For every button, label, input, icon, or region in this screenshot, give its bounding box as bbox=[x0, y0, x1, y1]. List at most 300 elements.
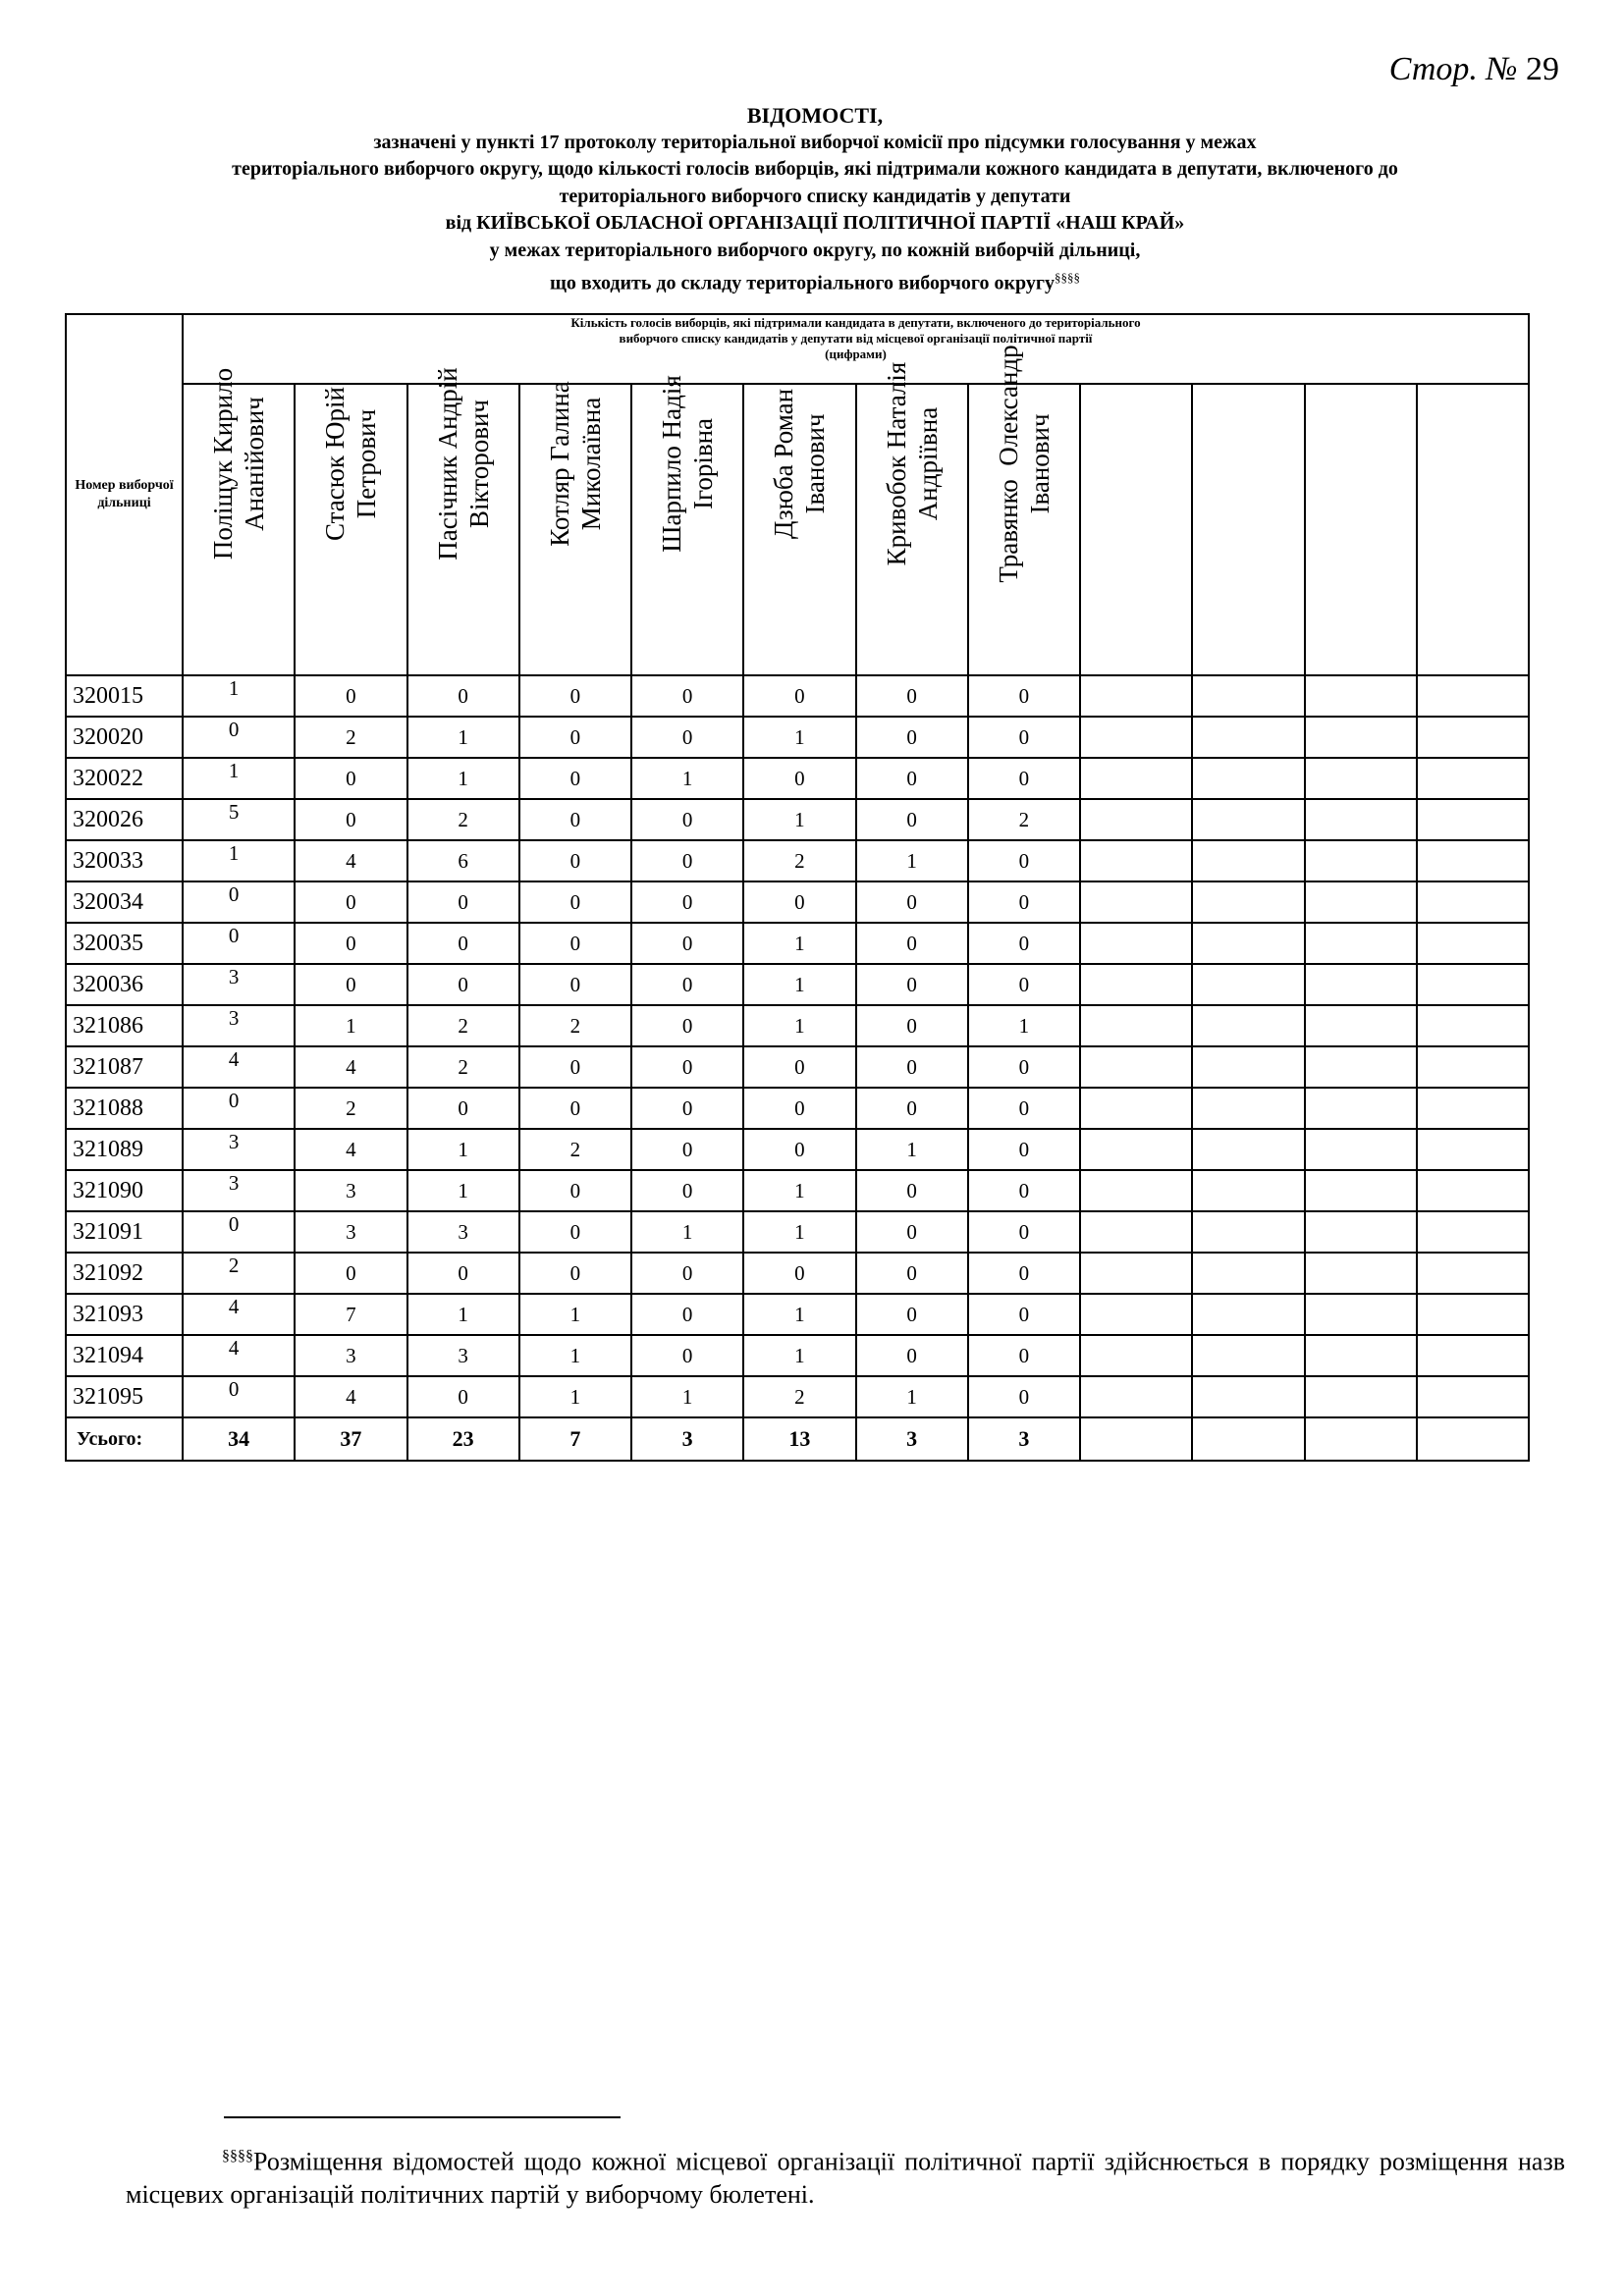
empty-cell bbox=[1417, 1294, 1529, 1335]
empty-cell bbox=[1417, 1170, 1529, 1211]
vote-count-cell: 2 bbox=[968, 799, 1080, 840]
vote-count-cell: 0 bbox=[295, 1253, 406, 1294]
table-row bbox=[66, 675, 1529, 717]
vote-count-cell: 4 bbox=[295, 1046, 406, 1088]
vote-count-cell: 0 bbox=[295, 964, 406, 1005]
station-number-cell: 321094 bbox=[66, 1335, 183, 1376]
table-row bbox=[66, 881, 1529, 923]
vote-count-cell: 1 bbox=[183, 758, 295, 799]
vote-count-cell: 0 bbox=[631, 1170, 743, 1211]
candidate-name: Шарпило Надія Ігорівна bbox=[657, 375, 719, 553]
empty-candidate-header bbox=[1305, 384, 1417, 675]
empty-cell bbox=[1192, 1335, 1304, 1376]
vote-count-cell: 2 bbox=[519, 1129, 631, 1170]
vote-count-cell: 1 bbox=[519, 1335, 631, 1376]
document-heading bbox=[128, 102, 1502, 297]
vote-count-cell: 0 bbox=[519, 758, 631, 799]
vote-count-cell: 0 bbox=[968, 881, 1080, 923]
empty-cell bbox=[1417, 1253, 1529, 1294]
group-header-line-1: Кількість голосів виборців, які підтримали кандидата в депутати, включеного до територіального bbox=[570, 315, 1141, 330]
vote-count-cell: 1 bbox=[407, 1129, 519, 1170]
empty-cell bbox=[1305, 717, 1417, 758]
vote-count-cell: 0 bbox=[631, 1088, 743, 1129]
vote-count-cell: 1 bbox=[407, 717, 519, 758]
empty-cell bbox=[1192, 1088, 1304, 1129]
empty-cell bbox=[1080, 758, 1192, 799]
empty-cell bbox=[1417, 758, 1529, 799]
empty-cell bbox=[1080, 1129, 1192, 1170]
vote-count-cell: 0 bbox=[519, 964, 631, 1005]
empty-cell bbox=[1417, 1211, 1529, 1253]
vote-count-cell: 0 bbox=[295, 799, 406, 840]
vote-count-cell: 0 bbox=[968, 1211, 1080, 1253]
candidate-name: Кривобок Наталія Андріївна bbox=[881, 361, 943, 566]
vote-count-cell: 0 bbox=[183, 1088, 295, 1129]
station-number-cell: 321093 bbox=[66, 1294, 183, 1335]
vote-count-cell: 4 bbox=[295, 1376, 406, 1417]
vote-count-cell: 1 bbox=[743, 1211, 855, 1253]
vote-count-cell: 0 bbox=[519, 1253, 631, 1294]
vote-count-cell: 0 bbox=[295, 758, 406, 799]
vote-count-cell: 4 bbox=[183, 1294, 295, 1335]
vote-count-cell: 0 bbox=[743, 1129, 855, 1170]
table-row bbox=[66, 717, 1529, 758]
vote-count-cell: 6 bbox=[407, 840, 519, 881]
vote-count-cell: 0 bbox=[856, 1088, 968, 1129]
vote-count-cell: 0 bbox=[856, 1005, 968, 1046]
vote-count-cell: 0 bbox=[856, 1170, 968, 1211]
table-row bbox=[66, 1253, 1529, 1294]
empty-cell bbox=[1080, 964, 1192, 1005]
vote-count-cell: 0 bbox=[968, 1088, 1080, 1129]
empty-cell bbox=[1080, 840, 1192, 881]
empty-cell bbox=[1192, 675, 1304, 717]
document-title: ВІДОМОСТІ, bbox=[746, 103, 884, 128]
vote-count-cell: 0 bbox=[968, 675, 1080, 717]
vote-count-cell: 0 bbox=[743, 1253, 855, 1294]
vote-count-cell: 2 bbox=[295, 717, 406, 758]
empty-cell bbox=[1192, 1376, 1304, 1417]
page-number-value: 29 bbox=[1526, 51, 1559, 87]
heading-line-6-text: що входить до складу територіального виборчого округу bbox=[550, 272, 1055, 294]
vote-count-cell: 0 bbox=[968, 964, 1080, 1005]
candidate-header bbox=[407, 367, 519, 675]
table-row bbox=[66, 1211, 1529, 1253]
empty-cell bbox=[1417, 964, 1529, 1005]
vote-count-cell: 0 bbox=[856, 1335, 968, 1376]
station-number-cell: 320022 bbox=[66, 758, 183, 799]
empty-cell bbox=[1192, 840, 1304, 881]
table-row bbox=[66, 1335, 1529, 1376]
vote-count-cell: 0 bbox=[631, 1294, 743, 1335]
vote-count-cell: 0 bbox=[968, 923, 1080, 964]
vote-count-cell: 0 bbox=[968, 717, 1080, 758]
station-number-cell: 320015 bbox=[66, 675, 183, 717]
totals-row bbox=[66, 1417, 1529, 1461]
heading-line-3: територіального виборчого списку кандидатів у депутати bbox=[559, 185, 1071, 207]
empty-cell bbox=[1305, 799, 1417, 840]
candidate-name: Пасічник Андрій Вікторович bbox=[432, 367, 494, 561]
candidate-header bbox=[856, 361, 968, 675]
empty-cell bbox=[1192, 1129, 1304, 1170]
vote-count-cell: 0 bbox=[407, 675, 519, 717]
heading-line-2: територіального виборчого округу, щодо кількості голосів виборців, які підтримали кожного кандидата в депутати, включеного до bbox=[232, 158, 1398, 180]
vote-count-cell: 0 bbox=[743, 675, 855, 717]
vote-count-cell: 0 bbox=[968, 1170, 1080, 1211]
vote-count-cell: 0 bbox=[631, 1005, 743, 1046]
empty-cell bbox=[1305, 1376, 1417, 1417]
empty-cell bbox=[1305, 1211, 1417, 1253]
total-count-cell: 23 bbox=[407, 1417, 519, 1461]
vote-count-cell: 0 bbox=[631, 675, 743, 717]
empty-cell bbox=[1080, 717, 1192, 758]
vote-count-cell: 1 bbox=[743, 1335, 855, 1376]
empty-cell bbox=[1192, 758, 1304, 799]
heading-line-5: у межах територіального виборчого округу, по кожній виборчій дільниці, bbox=[489, 239, 1141, 261]
empty-candidate-header bbox=[1417, 384, 1529, 675]
empty-cell bbox=[1080, 881, 1192, 923]
table-row bbox=[66, 799, 1529, 840]
vote-count-cell: 0 bbox=[856, 1046, 968, 1088]
votes-table-body bbox=[66, 675, 1529, 1461]
empty-candidate-header bbox=[1192, 384, 1304, 675]
station-number-cell: 320026 bbox=[66, 799, 183, 840]
vote-count-cell: 0 bbox=[743, 1088, 855, 1129]
vote-count-cell: 4 bbox=[295, 1129, 406, 1170]
candidate-header bbox=[183, 367, 295, 675]
vote-count-cell: 1 bbox=[519, 1376, 631, 1417]
empty-cell bbox=[1305, 758, 1417, 799]
empty-cell bbox=[1305, 675, 1417, 717]
vote-count-cell: 0 bbox=[631, 717, 743, 758]
total-count-cell: 34 bbox=[183, 1417, 295, 1461]
vote-count-cell: 0 bbox=[743, 1046, 855, 1088]
vote-count-cell: 0 bbox=[183, 923, 295, 964]
vote-count-cell: 0 bbox=[631, 1335, 743, 1376]
vote-count-cell: 1 bbox=[631, 1376, 743, 1417]
vote-count-cell: 2 bbox=[183, 1253, 295, 1294]
vote-count-cell: 0 bbox=[295, 923, 406, 964]
vote-count-cell: 1 bbox=[407, 758, 519, 799]
vote-count-cell: 7 bbox=[295, 1294, 406, 1335]
vote-count-cell: 3 bbox=[183, 1005, 295, 1046]
candidate-header bbox=[968, 345, 1080, 675]
vote-count-cell: 0 bbox=[407, 1088, 519, 1129]
vote-count-cell: 0 bbox=[856, 1253, 968, 1294]
candidate-name: Поліщук Кирило Ананійович bbox=[208, 367, 270, 561]
vote-count-cell: 0 bbox=[631, 799, 743, 840]
empty-cell bbox=[1417, 840, 1529, 881]
heading-line-4: від КИЇВСЬКОЇ ОБЛАСНОЇ ОРГАНІЗАЦІЇ ПОЛІТИЧНОЇ ПАРТІЇ «НАШ КРАЙ» bbox=[445, 212, 1185, 234]
empty-cell bbox=[1305, 1417, 1417, 1461]
empty-cell bbox=[1080, 1253, 1192, 1294]
station-number-cell: 321087 bbox=[66, 1046, 183, 1088]
empty-cell bbox=[1080, 1335, 1192, 1376]
empty-cell bbox=[1417, 1088, 1529, 1129]
vote-count-cell: 1 bbox=[631, 1211, 743, 1253]
empty-cell bbox=[1192, 1253, 1304, 1294]
empty-cell bbox=[1305, 1129, 1417, 1170]
empty-cell bbox=[1417, 881, 1529, 923]
vote-count-cell: 4 bbox=[295, 840, 406, 881]
vote-count-cell: 0 bbox=[407, 1253, 519, 1294]
station-number-cell: 320035 bbox=[66, 923, 183, 964]
vote-count-cell: 0 bbox=[856, 923, 968, 964]
vote-count-cell: 1 bbox=[743, 923, 855, 964]
vote-count-cell: 2 bbox=[743, 1376, 855, 1417]
empty-cell bbox=[1080, 1211, 1192, 1253]
vote-count-cell: 0 bbox=[968, 1046, 1080, 1088]
vote-count-cell: 1 bbox=[519, 1294, 631, 1335]
vote-count-cell: 1 bbox=[968, 1005, 1080, 1046]
vote-count-cell: 2 bbox=[407, 1046, 519, 1088]
empty-cell bbox=[1080, 1005, 1192, 1046]
empty-cell bbox=[1305, 964, 1417, 1005]
vote-count-cell: 1 bbox=[743, 799, 855, 840]
vote-count-cell: 0 bbox=[631, 1253, 743, 1294]
vote-count-cell: 0 bbox=[519, 717, 631, 758]
footnote-mark: §§§§ bbox=[222, 2148, 253, 2164]
vote-count-cell: 1 bbox=[743, 1005, 855, 1046]
vote-count-cell: 0 bbox=[856, 881, 968, 923]
votes-table bbox=[65, 313, 1530, 1462]
table-row bbox=[66, 923, 1529, 964]
total-count-cell: 37 bbox=[295, 1417, 406, 1461]
empty-cell bbox=[1192, 799, 1304, 840]
vote-count-cell: 2 bbox=[407, 1005, 519, 1046]
empty-cell bbox=[1417, 1376, 1529, 1417]
vote-count-cell: 0 bbox=[519, 1088, 631, 1129]
candidate-header bbox=[631, 375, 743, 675]
empty-cell bbox=[1305, 1170, 1417, 1211]
vote-count-cell: 2 bbox=[407, 799, 519, 840]
vote-count-cell: 4 bbox=[183, 1335, 295, 1376]
vote-count-cell: 0 bbox=[519, 1211, 631, 1253]
station-number-cell: 321089 bbox=[66, 1129, 183, 1170]
heading-line-1: зазначені у пункті 17 протоколу територіальної виборчої комісії про підсумки голосування у межах bbox=[373, 131, 1257, 153]
vote-count-cell: 1 bbox=[407, 1170, 519, 1211]
empty-cell bbox=[1305, 1005, 1417, 1046]
vote-count-cell: 0 bbox=[631, 923, 743, 964]
vote-count-cell: 0 bbox=[631, 1129, 743, 1170]
empty-cell bbox=[1080, 799, 1192, 840]
vote-count-cell: 0 bbox=[519, 881, 631, 923]
votes-group-header bbox=[183, 314, 1529, 384]
vote-count-cell: 0 bbox=[856, 799, 968, 840]
empty-cell bbox=[1305, 1046, 1417, 1088]
vote-count-cell: 0 bbox=[743, 881, 855, 923]
footnote-text: Розміщення відомостей щодо кожної місцевої організації політичної партії здійснюється в порядку розміщення назв місцевих організацій політичних партій у виборчому бюлетені. bbox=[126, 2147, 1565, 2209]
vote-count-cell: 0 bbox=[183, 1376, 295, 1417]
empty-cell bbox=[1417, 675, 1529, 717]
empty-cell bbox=[1080, 1046, 1192, 1088]
vote-count-cell: 1 bbox=[407, 1294, 519, 1335]
empty-cell bbox=[1080, 923, 1192, 964]
table-row bbox=[66, 1376, 1529, 1417]
vote-count-cell: 0 bbox=[519, 1046, 631, 1088]
vote-count-cell: 1 bbox=[856, 840, 968, 881]
vote-count-cell: 2 bbox=[743, 840, 855, 881]
station-number-cell: 321090 bbox=[66, 1170, 183, 1211]
empty-cell bbox=[1080, 1417, 1192, 1461]
empty-cell bbox=[1080, 1294, 1192, 1335]
vote-count-cell: 0 bbox=[968, 1376, 1080, 1417]
vote-count-cell: 0 bbox=[856, 1294, 968, 1335]
station-number-cell: 321088 bbox=[66, 1088, 183, 1129]
vote-count-cell: 1 bbox=[295, 1005, 406, 1046]
vote-count-cell: 0 bbox=[295, 881, 406, 923]
station-number-cell: 320034 bbox=[66, 881, 183, 923]
empty-cell bbox=[1080, 1088, 1192, 1129]
table-row bbox=[66, 840, 1529, 881]
vote-count-cell: 1 bbox=[856, 1376, 968, 1417]
empty-cell bbox=[1192, 964, 1304, 1005]
vote-count-cell: 0 bbox=[631, 840, 743, 881]
vote-count-cell: 3 bbox=[295, 1170, 406, 1211]
empty-candidate-header bbox=[1080, 384, 1192, 675]
empty-cell bbox=[1417, 923, 1529, 964]
heading-line-6 bbox=[128, 264, 1502, 297]
candidate-name: Травянко Олександр Іванович bbox=[993, 345, 1055, 583]
vote-count-cell: 0 bbox=[407, 1376, 519, 1417]
empty-cell bbox=[1417, 1335, 1529, 1376]
station-column-header: Номер виборчої дільниці bbox=[66, 314, 183, 675]
station-number-cell: 320036 bbox=[66, 964, 183, 1005]
vote-count-cell: 1 bbox=[183, 840, 295, 881]
empty-cell bbox=[1080, 1170, 1192, 1211]
vote-count-cell: 3 bbox=[295, 1335, 406, 1376]
vote-count-cell: 1 bbox=[743, 964, 855, 1005]
vote-count-cell: 0 bbox=[519, 923, 631, 964]
vote-count-cell: 0 bbox=[856, 717, 968, 758]
table-row bbox=[66, 1046, 1529, 1088]
table-row bbox=[66, 758, 1529, 799]
vote-count-cell: 1 bbox=[743, 1294, 855, 1335]
table-row bbox=[66, 1005, 1529, 1046]
total-count-cell: 3 bbox=[631, 1417, 743, 1461]
station-number-cell: 320033 bbox=[66, 840, 183, 881]
vote-count-cell: 0 bbox=[968, 1335, 1080, 1376]
vote-count-cell: 0 bbox=[407, 881, 519, 923]
empty-cell bbox=[1192, 1005, 1304, 1046]
empty-cell bbox=[1192, 1046, 1304, 1088]
station-number-cell: 321095 bbox=[66, 1376, 183, 1417]
empty-cell bbox=[1305, 1335, 1417, 1376]
total-count-cell: 7 bbox=[519, 1417, 631, 1461]
vote-count-cell: 0 bbox=[519, 675, 631, 717]
vote-count-cell: 0 bbox=[631, 964, 743, 1005]
vote-count-cell: 1 bbox=[856, 1129, 968, 1170]
vote-count-cell: 0 bbox=[183, 1211, 295, 1253]
candidate-header-row bbox=[66, 384, 1529, 675]
vote-count-cell: 0 bbox=[295, 675, 406, 717]
table-row bbox=[66, 1088, 1529, 1129]
vote-count-cell: 2 bbox=[295, 1088, 406, 1129]
table-row bbox=[66, 1294, 1529, 1335]
vote-count-cell: 3 bbox=[407, 1335, 519, 1376]
vote-count-cell: 3 bbox=[407, 1211, 519, 1253]
empty-cell bbox=[1305, 1294, 1417, 1335]
empty-cell bbox=[1417, 799, 1529, 840]
empty-cell bbox=[1305, 923, 1417, 964]
empty-cell bbox=[1305, 881, 1417, 923]
vote-count-cell: 3 bbox=[183, 964, 295, 1005]
empty-cell bbox=[1305, 840, 1417, 881]
vote-count-cell: 0 bbox=[968, 1253, 1080, 1294]
footnote-separator bbox=[224, 2116, 621, 2118]
empty-cell bbox=[1417, 1005, 1529, 1046]
vote-count-cell: 3 bbox=[183, 1170, 295, 1211]
vote-count-cell: 0 bbox=[968, 840, 1080, 881]
empty-cell bbox=[1305, 1253, 1417, 1294]
empty-cell bbox=[1192, 881, 1304, 923]
candidate-header bbox=[743, 384, 855, 675]
vote-count-cell: 0 bbox=[856, 964, 968, 1005]
vote-count-cell: 0 bbox=[183, 717, 295, 758]
empty-cell bbox=[1080, 1376, 1192, 1417]
candidate-name: Котляр Галина Миколаївна bbox=[544, 381, 606, 547]
empty-cell bbox=[1305, 1088, 1417, 1129]
candidate-header bbox=[519, 381, 631, 675]
vote-count-cell: 0 bbox=[519, 799, 631, 840]
vote-count-cell: 1 bbox=[631, 758, 743, 799]
vote-count-cell: 1 bbox=[743, 1170, 855, 1211]
vote-count-cell: 0 bbox=[519, 1170, 631, 1211]
station-number-cell: 321092 bbox=[66, 1253, 183, 1294]
vote-count-cell: 1 bbox=[743, 717, 855, 758]
table-row bbox=[66, 1170, 1529, 1211]
vote-count-cell: 0 bbox=[183, 881, 295, 923]
empty-cell bbox=[1192, 717, 1304, 758]
station-number-cell: 320020 bbox=[66, 717, 183, 758]
candidate-name: Дзюба Роман Іванович bbox=[769, 388, 831, 540]
table-row bbox=[66, 964, 1529, 1005]
vote-count-cell: 5 bbox=[183, 799, 295, 840]
empty-cell bbox=[1192, 1294, 1304, 1335]
vote-count-cell: 0 bbox=[631, 881, 743, 923]
total-count-cell: 13 bbox=[743, 1417, 855, 1461]
group-header-line-2: виборчого списку кандидатів у депутати від місцевої організації політичної партії bbox=[619, 331, 1093, 346]
total-count-cell: 3 bbox=[968, 1417, 1080, 1461]
vote-count-cell: 1 bbox=[183, 675, 295, 717]
vote-count-cell: 0 bbox=[856, 675, 968, 717]
vote-count-cell: 0 bbox=[743, 758, 855, 799]
totals-label-cell: Усього: bbox=[66, 1417, 183, 1461]
vote-count-cell: 0 bbox=[856, 1211, 968, 1253]
station-number-cell: 321086 bbox=[66, 1005, 183, 1046]
vote-count-cell: 0 bbox=[856, 758, 968, 799]
total-count-cell: 3 bbox=[856, 1417, 968, 1461]
table-row bbox=[66, 1129, 1529, 1170]
candidate-header bbox=[295, 384, 406, 675]
vote-count-cell: 0 bbox=[407, 964, 519, 1005]
station-number-cell: 321091 bbox=[66, 1211, 183, 1253]
empty-cell bbox=[1192, 1170, 1304, 1211]
group-header-line-3: (цифрами) bbox=[825, 347, 887, 361]
vote-count-cell: 0 bbox=[968, 758, 1080, 799]
empty-cell bbox=[1417, 1417, 1529, 1461]
page-number-prefix: Стор. № bbox=[1388, 51, 1518, 87]
vote-count-cell: 0 bbox=[968, 1294, 1080, 1335]
empty-cell bbox=[1192, 923, 1304, 964]
vote-count-cell: 0 bbox=[968, 1129, 1080, 1170]
empty-cell bbox=[1192, 1211, 1304, 1253]
empty-cell bbox=[1417, 1046, 1529, 1088]
vote-count-cell: 3 bbox=[295, 1211, 406, 1253]
heading-footnote-mark: §§§§ bbox=[1054, 270, 1080, 285]
footnote bbox=[126, 2140, 1565, 2211]
vote-count-cell: 0 bbox=[631, 1046, 743, 1088]
